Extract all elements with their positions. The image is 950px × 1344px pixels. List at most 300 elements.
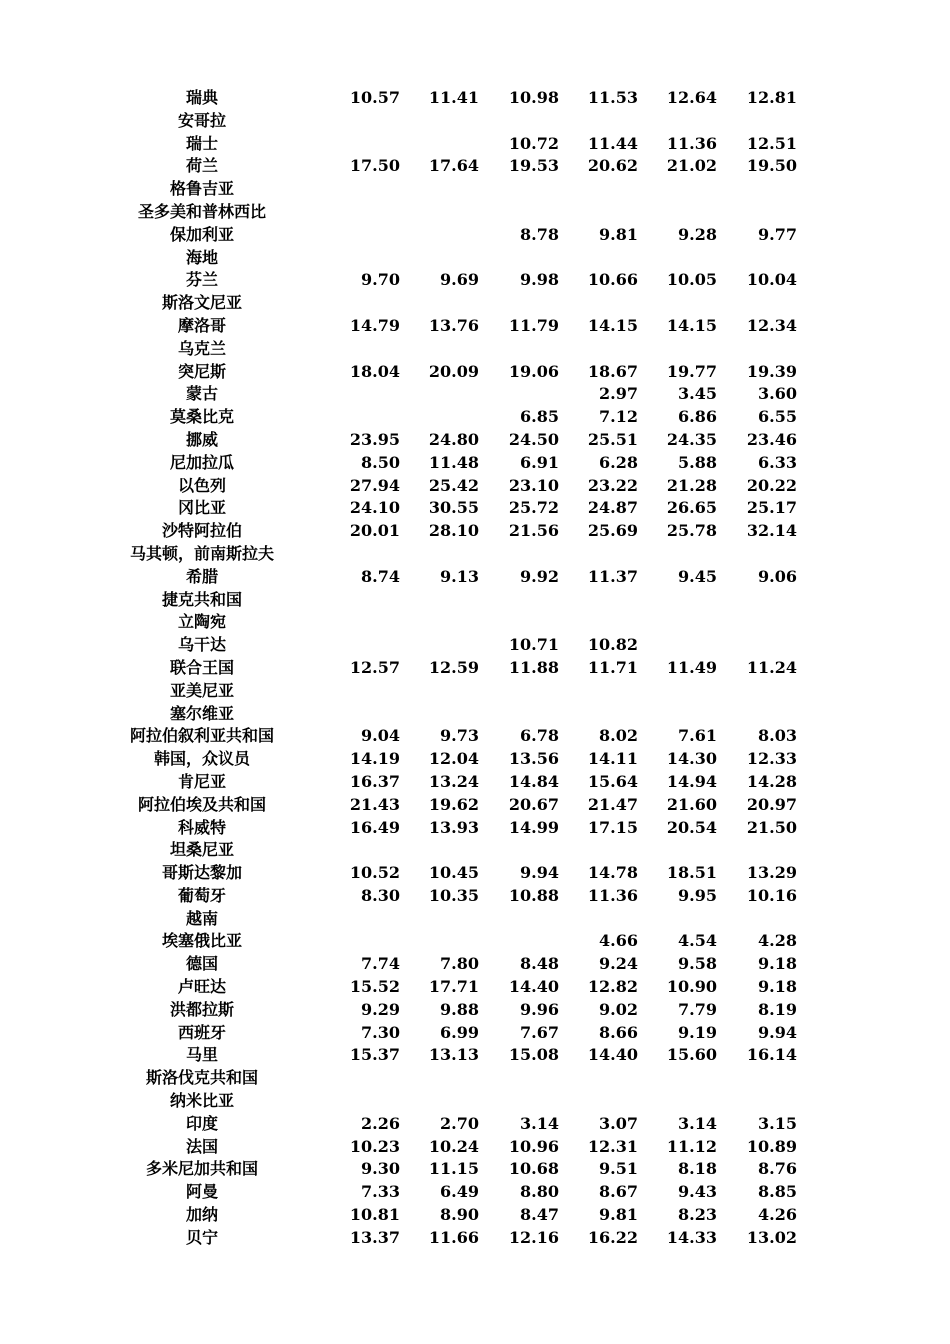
value-cell: 19.53 xyxy=(508,156,559,176)
value-cell xyxy=(399,338,479,361)
value-cell xyxy=(558,611,638,634)
value-cell: 11.12 xyxy=(666,1136,717,1156)
value-cell xyxy=(479,611,559,634)
value-cell xyxy=(558,680,638,703)
value-cell xyxy=(399,406,479,429)
value-cell: 20.67 xyxy=(508,794,559,814)
value-cell: 19.62 xyxy=(428,794,479,814)
value-cell: 17.50 xyxy=(349,156,400,176)
value-cell: 6.28 xyxy=(599,452,638,472)
country-name-cell: 荷兰 xyxy=(185,156,218,176)
value-cell: 11.36 xyxy=(587,885,638,905)
country-name-cell: 阿拉伯叙利亚共和国 xyxy=(129,726,274,746)
value-cell: 10.89 xyxy=(746,1136,797,1156)
value-cell: 20.01 xyxy=(349,521,400,541)
table-row xyxy=(0,794,950,817)
value-cell: 8.19 xyxy=(758,999,797,1019)
country-name-cell: 西班牙 xyxy=(177,1022,226,1042)
value-cell: 24.80 xyxy=(428,429,479,449)
country-name-cell: 洪都拉斯 xyxy=(169,999,234,1019)
value-cell: 9.88 xyxy=(440,999,479,1019)
table-row xyxy=(0,589,950,612)
value-cell: 3.45 xyxy=(678,384,717,404)
value-cell: 6.99 xyxy=(440,1022,479,1042)
value-cell xyxy=(479,1067,559,1090)
country-name-cell: 挪威 xyxy=(185,429,218,449)
value-cell: 7.12 xyxy=(599,407,638,427)
value-cell: 8.30 xyxy=(361,885,400,905)
value-cell: 9.43 xyxy=(678,1182,717,1202)
value-cell xyxy=(479,383,559,406)
country-name-cell: 塞尔维亚 xyxy=(169,703,234,723)
value-cell: 14.40 xyxy=(508,977,559,997)
value-cell xyxy=(717,703,797,726)
country-name-cell: 摩洛哥 xyxy=(177,315,226,335)
value-cell: 21.02 xyxy=(666,156,717,176)
value-cell xyxy=(320,680,400,703)
value-cell: 2.97 xyxy=(599,384,638,404)
value-cell: 8.80 xyxy=(520,1182,559,1202)
value-cell: 25.72 xyxy=(508,498,559,518)
table-row xyxy=(0,110,950,133)
value-cell: 9.98 xyxy=(520,270,559,290)
table-row xyxy=(0,1204,950,1227)
value-cell: 2.70 xyxy=(440,1113,479,1133)
value-cell: 7.30 xyxy=(361,1022,400,1042)
country-name-cell: 芬兰 xyxy=(185,270,218,290)
value-cell xyxy=(717,680,797,703)
value-cell: 17.15 xyxy=(587,817,638,837)
value-cell: 20.22 xyxy=(746,475,797,495)
value-cell: 16.14 xyxy=(746,1045,797,1065)
table-row xyxy=(0,1090,950,1113)
value-cell xyxy=(320,224,400,247)
value-cell: 25.78 xyxy=(666,521,717,541)
country-name-cell: 阿曼 xyxy=(185,1182,218,1202)
value-cell xyxy=(717,338,797,361)
value-cell xyxy=(637,338,717,361)
value-cell: 8.76 xyxy=(758,1159,797,1179)
value-cell: 15.08 xyxy=(508,1045,559,1065)
value-cell: 9.18 xyxy=(758,977,797,997)
value-cell xyxy=(637,292,717,315)
value-cell: 10.35 xyxy=(428,885,479,905)
value-cell: 20.62 xyxy=(587,156,638,176)
value-cell: 11.36 xyxy=(666,133,717,153)
country-name-cell: 莫桑比克 xyxy=(169,407,234,427)
value-cell: 10.96 xyxy=(508,1136,559,1156)
value-cell: 6.33 xyxy=(758,452,797,472)
value-cell: 10.45 xyxy=(428,863,479,883)
country-name-cell: 乌干达 xyxy=(177,635,226,655)
value-cell xyxy=(717,634,797,657)
value-cell: 14.84 xyxy=(508,771,559,791)
value-cell: 10.82 xyxy=(587,635,638,655)
value-cell: 10.16 xyxy=(746,885,797,905)
value-cell xyxy=(717,611,797,634)
value-cell: 14.15 xyxy=(587,315,638,335)
value-cell: 13.93 xyxy=(428,817,479,837)
value-cell: 10.72 xyxy=(508,133,559,153)
value-cell: 8.78 xyxy=(520,224,559,244)
value-cell: 23.46 xyxy=(746,429,797,449)
value-cell: 32.14 xyxy=(746,521,797,541)
table-row xyxy=(0,452,950,475)
value-cell: 14.30 xyxy=(666,749,717,769)
value-cell: 19.39 xyxy=(746,361,797,381)
country-name-cell: 冈比亚 xyxy=(177,498,226,518)
value-cell xyxy=(558,201,638,224)
value-cell: 20.97 xyxy=(746,794,797,814)
value-cell xyxy=(637,201,717,224)
value-cell: 13.24 xyxy=(428,771,479,791)
value-cell xyxy=(479,703,559,726)
value-cell xyxy=(637,589,717,612)
value-cell xyxy=(717,839,797,862)
value-cell: 14.99 xyxy=(508,817,559,837)
value-cell: 27.94 xyxy=(349,475,400,495)
value-cell xyxy=(399,1090,479,1113)
value-cell: 19.06 xyxy=(508,361,559,381)
value-cell: 12.81 xyxy=(746,88,797,107)
table-row xyxy=(0,725,950,748)
value-cell xyxy=(717,201,797,224)
value-cell xyxy=(399,292,479,315)
value-cell: 9.58 xyxy=(678,954,717,974)
table-row xyxy=(0,817,950,840)
value-cell xyxy=(558,247,638,270)
value-cell xyxy=(479,201,559,224)
value-cell: 18.51 xyxy=(666,863,717,883)
table-row xyxy=(0,224,950,247)
country-name-cell: 贝宁 xyxy=(185,1227,218,1247)
value-cell: 9.77 xyxy=(758,224,797,244)
value-cell xyxy=(717,589,797,612)
country-name-cell: 突尼斯 xyxy=(177,361,226,381)
value-cell xyxy=(320,247,400,270)
table-row xyxy=(0,611,950,634)
value-cell: 8.02 xyxy=(599,726,638,746)
country-name-cell: 卢旺达 xyxy=(177,977,226,997)
value-cell: 14.15 xyxy=(666,315,717,335)
table-row xyxy=(0,520,950,543)
country-name-cell: 斯洛伐克共和国 xyxy=(145,1068,258,1088)
value-cell xyxy=(637,178,717,201)
value-cell xyxy=(637,110,717,133)
value-cell xyxy=(717,543,797,566)
value-cell xyxy=(320,1090,400,1113)
value-cell: 12.04 xyxy=(428,749,479,769)
table-row xyxy=(0,862,950,885)
value-cell: 10.52 xyxy=(349,863,400,883)
table-row xyxy=(0,703,950,726)
value-cell xyxy=(399,589,479,612)
value-cell: 12.31 xyxy=(587,1136,638,1156)
value-cell xyxy=(637,680,717,703)
value-cell: 13.02 xyxy=(746,1227,797,1247)
value-cell xyxy=(637,1090,717,1113)
country-name-cell: 乌克兰 xyxy=(177,338,226,358)
value-cell xyxy=(558,1067,638,1090)
value-cell xyxy=(479,292,559,315)
value-cell: 24.35 xyxy=(666,429,717,449)
value-cell: 15.60 xyxy=(666,1045,717,1065)
value-cell xyxy=(399,703,479,726)
value-cell xyxy=(399,543,479,566)
value-cell: 14.19 xyxy=(349,749,400,769)
value-cell: 9.95 xyxy=(678,885,717,905)
value-cell: 11.71 xyxy=(587,657,638,677)
country-name-cell: 马其顿，前南斯拉夫 xyxy=(129,543,274,563)
value-cell: 9.81 xyxy=(599,1205,638,1225)
value-cell: 4.54 xyxy=(678,931,717,951)
table-row xyxy=(0,908,950,931)
value-cell: 9.69 xyxy=(440,270,479,290)
table-row xyxy=(0,1044,950,1067)
value-cell: 7.33 xyxy=(361,1182,400,1202)
country-name-cell: 瑞士 xyxy=(185,133,218,153)
value-cell: 15.52 xyxy=(349,977,400,997)
table-row xyxy=(0,885,950,908)
value-cell: 10.90 xyxy=(666,977,717,997)
value-cell xyxy=(558,589,638,612)
value-cell xyxy=(399,839,479,862)
value-cell: 9.13 xyxy=(440,566,479,586)
value-cell: 16.49 xyxy=(349,817,400,837)
value-cell: 13.76 xyxy=(428,315,479,335)
value-cell: 24.87 xyxy=(587,498,638,518)
table-row xyxy=(0,406,950,429)
value-cell: 2.26 xyxy=(361,1113,400,1133)
value-cell: 4.28 xyxy=(758,931,797,951)
value-cell xyxy=(320,178,400,201)
value-cell: 6.49 xyxy=(440,1182,479,1202)
country-name-cell: 安哥拉 xyxy=(177,110,226,130)
value-cell: 13.13 xyxy=(428,1045,479,1065)
value-cell: 10.05 xyxy=(666,270,717,290)
table-row xyxy=(0,361,950,384)
country-name-cell: 纳米比亚 xyxy=(169,1091,234,1111)
value-cell: 26.65 xyxy=(666,498,717,518)
value-cell: 7.67 xyxy=(520,1022,559,1042)
value-cell xyxy=(637,634,717,657)
value-cell xyxy=(479,680,559,703)
value-cell xyxy=(399,178,479,201)
value-cell: 3.60 xyxy=(758,384,797,404)
value-cell: 10.81 xyxy=(349,1205,400,1225)
value-cell: 23.10 xyxy=(508,475,559,495)
value-cell xyxy=(479,908,559,931)
table-row xyxy=(0,178,950,201)
value-cell: 11.48 xyxy=(428,452,479,472)
value-cell: 13.56 xyxy=(508,749,559,769)
value-cell xyxy=(320,543,400,566)
table-row xyxy=(0,1113,950,1136)
value-cell xyxy=(479,589,559,612)
value-cell: 10.57 xyxy=(349,88,400,107)
table-row xyxy=(0,133,950,156)
table-row xyxy=(0,475,950,498)
value-cell: 6.85 xyxy=(520,407,559,427)
value-cell: 10.88 xyxy=(508,885,559,905)
data-table xyxy=(0,87,950,1250)
value-cell: 12.51 xyxy=(746,133,797,153)
value-cell xyxy=(320,611,400,634)
value-cell: 15.64 xyxy=(587,771,638,791)
value-cell: 14.78 xyxy=(587,863,638,883)
country-name-cell: 科威特 xyxy=(177,817,226,837)
country-name-cell: 蒙古 xyxy=(185,384,218,404)
value-cell: 19.50 xyxy=(746,156,797,176)
country-name-cell: 德国 xyxy=(185,954,218,974)
value-cell: 9.06 xyxy=(758,566,797,586)
table-row xyxy=(0,976,950,999)
value-cell xyxy=(479,1090,559,1113)
value-cell xyxy=(558,292,638,315)
country-name-cell: 马里 xyxy=(185,1045,218,1065)
value-cell: 9.96 xyxy=(520,999,559,1019)
value-cell: 23.22 xyxy=(587,475,638,495)
value-cell: 9.04 xyxy=(361,726,400,746)
value-cell xyxy=(399,1067,479,1090)
value-cell: 11.41 xyxy=(428,88,479,107)
value-cell: 6.55 xyxy=(758,407,797,427)
value-cell xyxy=(637,908,717,931)
table-row xyxy=(0,1181,950,1204)
value-cell: 9.29 xyxy=(361,999,400,1019)
value-cell xyxy=(479,543,559,566)
value-cell xyxy=(637,1067,717,1090)
value-cell: 16.37 xyxy=(349,771,400,791)
value-cell: 3.14 xyxy=(678,1113,717,1133)
value-cell: 10.04 xyxy=(746,270,797,290)
value-cell xyxy=(320,406,400,429)
country-name-cell: 联合王国 xyxy=(169,657,234,677)
value-cell xyxy=(479,110,559,133)
value-cell: 9.94 xyxy=(520,863,559,883)
value-cell: 3.07 xyxy=(599,1113,638,1133)
country-name-cell: 葡萄牙 xyxy=(177,885,226,905)
value-cell: 10.24 xyxy=(428,1136,479,1156)
country-name-cell: 埃塞俄比亚 xyxy=(161,931,242,951)
country-name-cell: 斯洛文尼亚 xyxy=(161,293,242,313)
value-cell: 15.37 xyxy=(349,1045,400,1065)
table-row xyxy=(0,201,950,224)
value-cell: 23.95 xyxy=(349,429,400,449)
table-row xyxy=(0,680,950,703)
value-cell xyxy=(558,839,638,862)
value-cell: 13.29 xyxy=(746,863,797,883)
value-cell: 8.03 xyxy=(758,726,797,746)
value-cell: 14.40 xyxy=(587,1045,638,1065)
value-cell: 16.22 xyxy=(587,1227,638,1247)
value-cell: 6.86 xyxy=(678,407,717,427)
country-name-cell: 印度 xyxy=(185,1113,218,1133)
value-cell xyxy=(399,908,479,931)
value-cell: 9.94 xyxy=(758,1022,797,1042)
value-cell xyxy=(399,110,479,133)
value-cell xyxy=(558,543,638,566)
country-name-cell: 坦桑尼亚 xyxy=(169,840,234,860)
value-cell xyxy=(479,839,559,862)
value-cell: 18.67 xyxy=(587,361,638,381)
country-name-cell: 越南 xyxy=(185,908,218,928)
value-cell: 12.33 xyxy=(746,749,797,769)
value-cell xyxy=(320,133,400,156)
value-cell: 25.69 xyxy=(587,521,638,541)
value-cell: 9.81 xyxy=(599,224,638,244)
value-cell xyxy=(320,908,400,931)
value-cell: 11.79 xyxy=(508,315,559,335)
value-cell: 4.26 xyxy=(758,1205,797,1225)
value-cell: 20.54 xyxy=(666,817,717,837)
value-cell: 21.28 xyxy=(666,475,717,495)
value-cell: 9.45 xyxy=(678,566,717,586)
value-cell xyxy=(320,839,400,862)
table-row xyxy=(0,953,950,976)
value-cell xyxy=(637,839,717,862)
value-cell: 24.50 xyxy=(508,429,559,449)
table-row xyxy=(0,497,950,520)
value-cell: 8.66 xyxy=(599,1022,638,1042)
country-name-cell: 阿拉伯埃及共和国 xyxy=(137,794,266,814)
table-row xyxy=(0,1022,950,1045)
value-cell xyxy=(637,543,717,566)
value-cell xyxy=(717,1067,797,1090)
value-cell xyxy=(320,589,400,612)
value-cell xyxy=(399,201,479,224)
value-cell: 17.64 xyxy=(428,156,479,176)
value-cell xyxy=(320,930,400,953)
value-cell xyxy=(717,178,797,201)
country-name-cell: 瑞典 xyxy=(185,88,218,107)
table-row xyxy=(0,155,950,178)
value-cell xyxy=(320,634,400,657)
value-cell xyxy=(558,1090,638,1113)
value-cell: 10.66 xyxy=(587,270,638,290)
value-cell xyxy=(399,133,479,156)
value-cell: 9.51 xyxy=(599,1159,638,1179)
country-name-cell: 海地 xyxy=(185,247,218,267)
table-row xyxy=(0,634,950,657)
value-cell: 6.91 xyxy=(520,452,559,472)
value-cell: 11.24 xyxy=(746,657,797,677)
table-row xyxy=(0,1136,950,1159)
value-cell xyxy=(399,634,479,657)
value-cell xyxy=(558,178,638,201)
value-cell: 21.56 xyxy=(508,521,559,541)
value-cell: 5.88 xyxy=(678,452,717,472)
value-cell: 21.60 xyxy=(666,794,717,814)
value-cell xyxy=(320,703,400,726)
value-cell: 10.23 xyxy=(349,1136,400,1156)
value-cell: 30.55 xyxy=(428,498,479,518)
value-cell xyxy=(320,201,400,224)
value-cell: 11.49 xyxy=(666,657,717,677)
value-cell: 14.33 xyxy=(666,1227,717,1247)
country-name-cell: 尼加拉瓜 xyxy=(169,452,234,472)
value-cell: 8.48 xyxy=(520,954,559,974)
table-row xyxy=(0,543,950,566)
value-cell: 14.11 xyxy=(587,749,638,769)
value-cell: 13.37 xyxy=(349,1227,400,1247)
value-cell: 21.47 xyxy=(587,794,638,814)
value-cell xyxy=(558,338,638,361)
value-cell: 8.18 xyxy=(678,1159,717,1179)
table-row xyxy=(0,566,950,589)
value-cell xyxy=(399,383,479,406)
value-cell xyxy=(717,110,797,133)
